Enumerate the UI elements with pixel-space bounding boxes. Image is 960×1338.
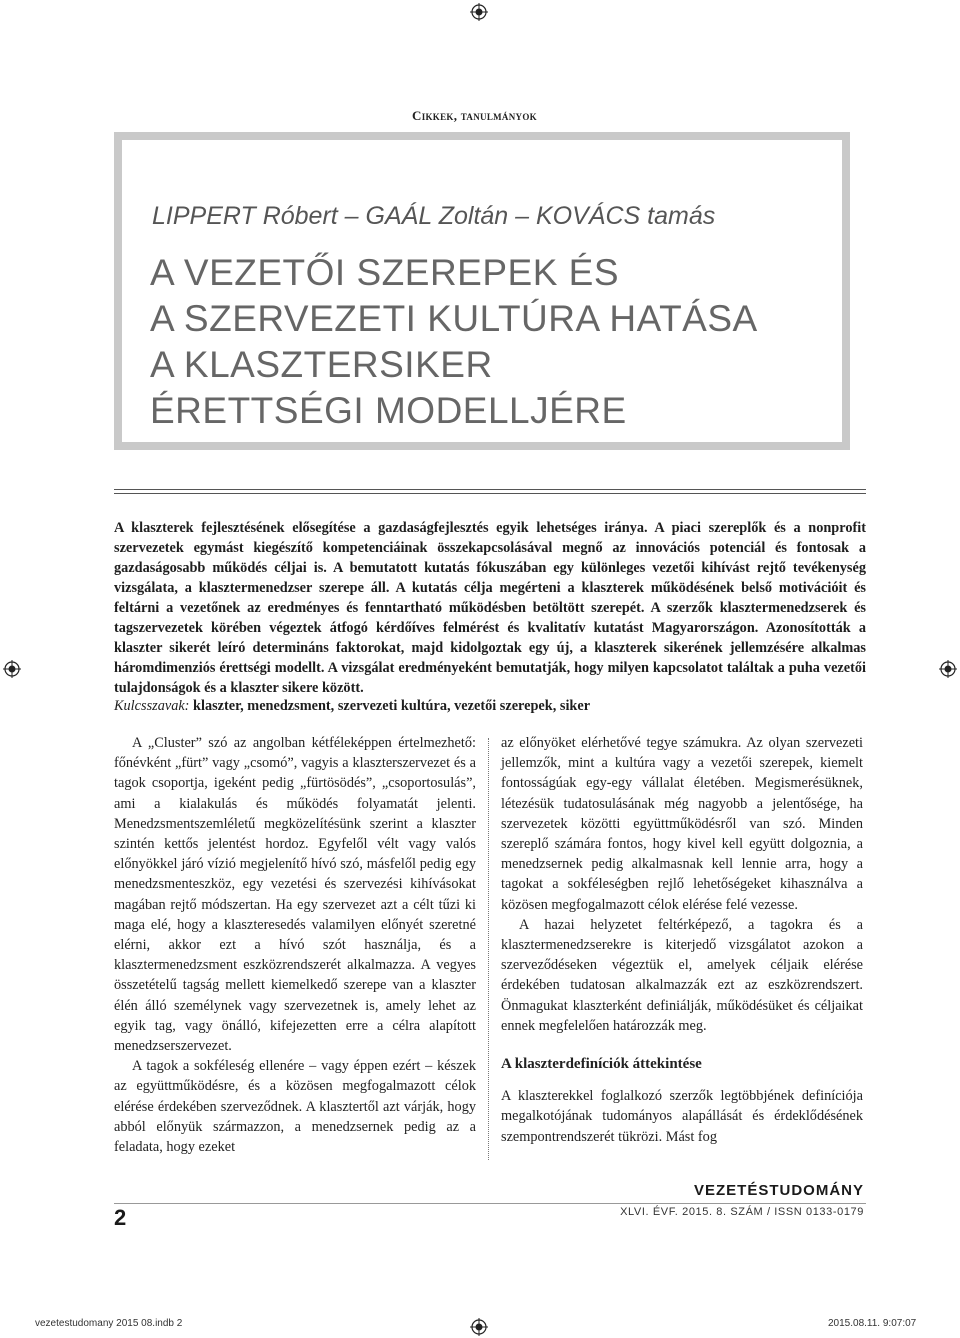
title-line-4: ÉRETTSÉGI MODELLJÉRE bbox=[150, 390, 627, 431]
footer-rule bbox=[114, 1203, 866, 1204]
title-line-3: A KLASZTERSIKER bbox=[150, 344, 493, 385]
title-box bbox=[114, 132, 850, 450]
keywords bbox=[114, 696, 866, 716]
keywords-label: Kulcsszavak: bbox=[114, 698, 190, 714]
registration-mark-bottom bbox=[470, 1318, 488, 1336]
slug-file: vezetestudomany 2015 08.indb 2 bbox=[35, 1318, 183, 1329]
page-number: 2 bbox=[114, 1205, 127, 1230]
paragraph: A hazai helyzetet feltérképező, a tagokra és a klasztermenedzserekre is kiterjedő vizsgálatot azokon a szerveződéseken végeztük el, amelyek céljaik elérése érdekében tudatosan alkalmazzák ezt az eszközrendszert. Önmagukat klaszterként definiálják, működésüket és céljaikat ennek megfelelően határozzák meg. bbox=[501, 916, 863, 1034]
paragraph: az előnyöket elérhetővé tegye számukra. Az olyan szervezeti jellemzők, mint a kultúra vagy a vezetői szerepek, kiemelt fontosságúak egy-egy vállalat életében. Megismerésüknek, létezésük tudatosulásának még nagyobb a jelentősége, ha szervezetek közötti együttműködésről van szó. Minden szereplő számára fontos, hogy kivel kell együtt dolgoznia, a menedzsernek pedig alkalmasnak kell lennie arra, hogy a tagokat a sokféleségben rejlő lehetőségeket kihasználva a közösen megfogalmazott célok elérése felé vezesse. bbox=[501, 735, 863, 913]
registration-mark-right bbox=[939, 660, 957, 678]
abstract: A klaszterek fejlesztésének elősegítése a gazdaságfejlesztés egyik lehetséges iránya. A piaci szereplők és a nonprofit szervezetek egymást kiegészítő kompetenciáinak összekapcsolásával megnő az innovációs potenciál és fontosak a gazdaságosabb működés céljai is. A bemutatott kutatás fókuszában egy különleges vezetői kihívást rejtő tevékenység vizsgálata, a klasztermenedzser szerepe áll. A kutatás célja megérteni a klaszterek működésének belső motivációit és feltárni a vezetőnek az eredményes és fenntartható működésben betöltött szerepét. A szerzők klasztermenedzserek és tagszervezetek körében végeztek átfogó kérdőíves felmérést és kvalitatív kutatást Magyarországon. Azonosították a klaszter sikerét leíró determináns faktorokat, majd kidolgoztak egy új, a klaszterek sikerének jellemzésére alkalmas háromdimenziós érettségi modellt. A vizsgálat eredményeként bemutatják, hogy milyen kapcsolatot találtak a puha vezetői tulajdonságok és a klaszter sikere között. bbox=[114, 520, 866, 696]
title-line-1: A VEZETŐI SZEREPEK ÉS bbox=[150, 252, 620, 293]
registration-mark-top bbox=[470, 3, 488, 21]
slug-date: 2015.08.11. 9:07:07 bbox=[828, 1318, 917, 1329]
right-column bbox=[501, 733, 863, 1147]
title-line-2: A SZERVEZETI KULTÚRA HATÁSA bbox=[150, 298, 758, 339]
left-column bbox=[114, 733, 476, 1157]
keywords-text: klaszter, menedzsment, szervezeti kultúra, vezetői szerepek, siker bbox=[193, 698, 591, 714]
issue-info: XLVI. ÉVF. 2015. 8. SZÁM / ISSN 0133-0179 bbox=[620, 1206, 864, 1218]
column-separator bbox=[488, 738, 489, 1160]
journal-name: VEZETÉSTUDOMÁNY bbox=[693, 1182, 864, 1199]
divider-rule bbox=[114, 493, 866, 494]
paragraph: A klaszterekkel foglalkozó szerzők legtöbbjének definíciója megalkotójának tudományos alapállását és érdeklődésének szempontrendszerét tükrözi. Mást fog bbox=[501, 1088, 863, 1145]
paragraph: A tagok a sokféleség ellenére – vagy éppen ezért – készek az együttműködésre, és a közösen megfogalmazott célok elérése érdekében szerveződnek. A klasztertől azt várják, hogy abból előnyük származzon, a menedzsernek pedig az a feladata, hogy ezeket bbox=[114, 1058, 476, 1156]
section-label: Cikkek, tanulmányok bbox=[412, 108, 537, 123]
registration-mark-left bbox=[3, 660, 21, 678]
divider-rule bbox=[114, 489, 866, 490]
section-heading: A klaszterdefiníciók áttekintése bbox=[501, 1056, 702, 1073]
authors: LIPPERT Róbert – GAÁL Zoltán – KOVÁCS tamás bbox=[152, 202, 716, 230]
paragraph: A „Cluster” szó az angolban kétféleképpen értelmezhető: főnévként „fürt” vagy „csomó”, vagyis a klaszterszervezet és a tagok csoportja, igeként pedig „fürtösödés”, „csoportosulás”, ami a kialakulás és működés folyamatát jelenti. Menedzsmentszemléletű megközelítésünk szerint a klaszter szintén kettős jelentést hordoz. Egyfelől vélt vagy valós előnyökkel járó vízió megjelenítő hívó szó, másfelől pedig egy menedzsmenteszköz, egy vezetési és szervezési kihívásokat magában rejtő módszertan. Ha egy szervezet azt a célt tűzi ki maga elé, hogy a klaszteresedés valamilyen előnyét szeretné elérni, akkor ezt a hívó szót használja, és a klasztermenedzsment eszközrendszerét alkalmazza. A vegyes összetételű tagság mellett kiemelkedő szerepe van a klaszter élén álló személynek vagy szervezetnek is, amely lehet az egyik tag, vagy önálló, kifejezetten erre a célra alapított menedzserszervezet. bbox=[114, 735, 476, 1055]
